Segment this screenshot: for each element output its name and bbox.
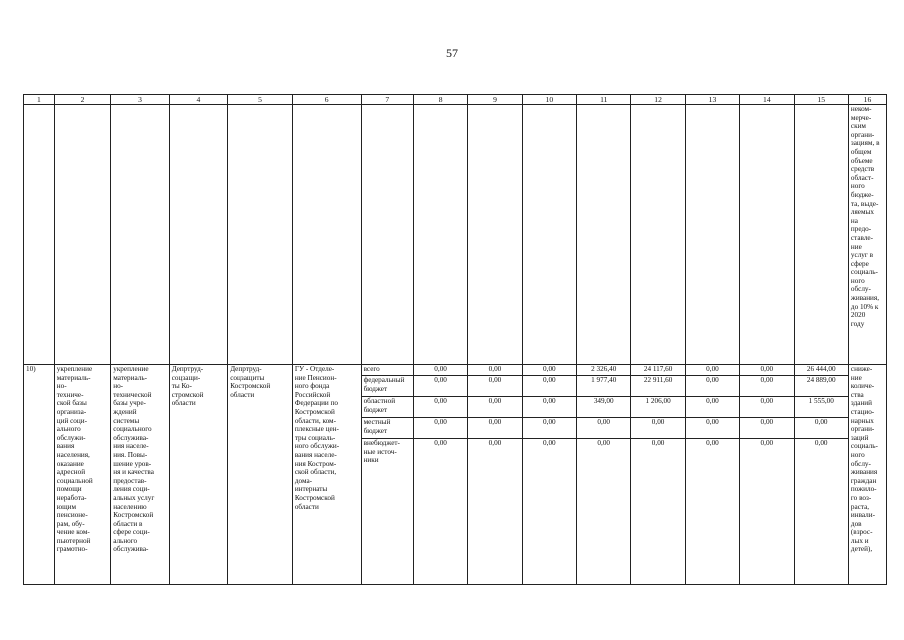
header-cell: 13 — [685, 95, 739, 105]
header-cell: 3 — [111, 95, 169, 105]
amount-value: 0,00 — [414, 397, 467, 418]
amount-value: 0,00 — [706, 439, 719, 447]
amount-value: 0,00 — [468, 376, 521, 397]
task-name: укрепление материаль- но- техниче- ской базы организа- ций соци- ального обслужи- вания населения, оказание адресной социальной помощи неработа- ющим пенсионе- рам, обу- чение ком- пьютерной грамотно- — [54, 365, 110, 585]
table-cell — [169, 105, 227, 365]
table-row-10 — [24, 365, 887, 585]
amount-value: 0,00 — [523, 365, 576, 376]
header-cell: 16 — [848, 95, 886, 105]
amount-value: 0,00 — [740, 418, 793, 439]
table-cell — [292, 105, 361, 365]
amount-value: 0,00 — [631, 418, 684, 439]
amount-value: 0,00 — [760, 439, 774, 447]
table-cell — [228, 105, 293, 365]
participants: ГУ - Отделе- ние Пенсион- ного фонда Российской Федерации по Костромской области, ком- плексные цен- тры социаль- ного обслужи- вания населе- ния Костром- ской области, дома- интернаты Костромской области — [292, 365, 361, 585]
table-cell — [522, 105, 576, 365]
amount-value: 1 555,00 — [795, 397, 848, 418]
header-cell: 6 — [292, 95, 361, 105]
table-row-continuation — [24, 105, 887, 365]
amount-value: 0,00 — [468, 397, 521, 418]
amount-value: 0,00 — [414, 365, 467, 376]
amounts-col14 — [740, 365, 794, 585]
funding-sources — [361, 365, 413, 585]
amount-value: 0,00 — [468, 418, 521, 439]
amount-value: 0,00 — [740, 397, 793, 418]
amount-value: 0,00 — [740, 365, 793, 376]
header-cell: 7 — [361, 95, 413, 105]
amount-value: 0,00 — [651, 439, 665, 447]
amount-value: 0,00 — [686, 376, 739, 397]
table-cell — [54, 105, 110, 365]
amount-value: 0,00 — [523, 397, 576, 418]
amount-value: 0,00 — [434, 439, 447, 447]
source-regional: областной бюджет — [362, 397, 413, 418]
table-cell — [740, 105, 794, 365]
amount-value: 22 911,60 — [631, 376, 684, 397]
header-cell: 8 — [413, 95, 467, 105]
amounts-col9 — [468, 365, 522, 585]
source-federal: федеральный бюджет — [362, 376, 413, 397]
table-cell — [361, 105, 413, 365]
amount-value: 1 206,00 — [631, 397, 684, 418]
source-total: всего — [362, 365, 413, 376]
header-cell: 9 — [468, 95, 522, 105]
table-cell — [685, 105, 739, 365]
amount-value: 0,00 — [795, 418, 848, 439]
amounts-col11 — [577, 365, 631, 585]
header-cell: 12 — [631, 95, 685, 105]
responsible-executor: Депртруд- соцзащи- ты Ко- стромской области — [169, 365, 227, 585]
amount-value: 24 889,00 — [795, 376, 848, 397]
amount-value: 0,00 — [597, 439, 610, 447]
amount-value: 349,00 — [577, 397, 630, 418]
coexecutor: Депртруд- соцзащиты Костромской области — [228, 365, 293, 585]
source-local: местный бюджет — [362, 418, 413, 439]
amount-value: 0,00 — [686, 397, 739, 418]
expected-result: сниже- ние количе- ства зданий стацио- нарных органи- заций социаль- ного обслу- живания граждан пожило- го воз- раста, инвали- дов (взрос- лых и детей), — [848, 365, 886, 585]
amount-value: 0,00 — [543, 439, 556, 447]
amount-value: 26 444,00 — [795, 365, 848, 376]
header-cell: 2 — [54, 95, 110, 105]
page-number: 57 — [446, 46, 458, 60]
table-cell — [111, 105, 169, 365]
amount-value: 0,00 — [414, 418, 467, 439]
amount-value: 0,00 — [814, 439, 828, 447]
amount-value: 24 117,60 — [631, 365, 684, 376]
amount-value: 0,00 — [523, 376, 576, 397]
amount-value: 0,00 — [686, 365, 739, 376]
amount-value: 0,00 — [414, 376, 467, 397]
amount-value: 0,00 — [740, 376, 793, 397]
amounts-col15 — [794, 365, 848, 585]
header-cell: 1 — [24, 95, 55, 105]
header-row — [24, 95, 887, 105]
program-table — [23, 94, 887, 585]
expected-result-continued: неком- мерче- ским органи- зациям, в общем объеме средств област- ного бюдже- та, выде- ляемых на предо- ставле- ние услуг в сфере социаль- ного обслу- живания, до 10% к 2020 году — [848, 105, 886, 365]
table-cell — [413, 105, 467, 365]
amount-value: 1 977,40 — [577, 376, 630, 397]
table-cell — [631, 105, 685, 365]
header-cell: 15 — [794, 95, 848, 105]
amounts-col12 — [631, 365, 685, 585]
header-cell: 5 — [228, 95, 293, 105]
amounts-col10 — [522, 365, 576, 585]
event-description: укрепление материаль- но- технической базы учре- ждений системы социального обслужива- ния населе- ния. Повы- шение уров- ня и качества предостав- ления соци- альных услуг населению Костромской области в сфере соци- ального обслужива- — [111, 365, 169, 585]
amount-value: 2 326,40 — [577, 365, 630, 376]
header-cell: 11 — [577, 95, 631, 105]
amounts-col13 — [685, 365, 739, 585]
row-number: 10) — [24, 365, 55, 585]
header-cell: 4 — [169, 95, 227, 105]
table-cell — [794, 105, 848, 365]
amounts-col8 — [413, 365, 467, 585]
table-cell — [468, 105, 522, 365]
table-cell — [24, 105, 55, 365]
amount-value: 0,00 — [488, 439, 502, 447]
table-cell — [577, 105, 631, 365]
amount-value: 0,00 — [523, 418, 576, 439]
header-cell: 10 — [522, 95, 576, 105]
amount-value: 0,00 — [577, 418, 630, 439]
amount-value: 0,00 — [468, 365, 521, 376]
source-extrabudgetary: внебюджет- ные источ- ники — [363, 439, 400, 465]
amount-value: 0,00 — [686, 418, 739, 439]
header-cell: 14 — [740, 95, 794, 105]
